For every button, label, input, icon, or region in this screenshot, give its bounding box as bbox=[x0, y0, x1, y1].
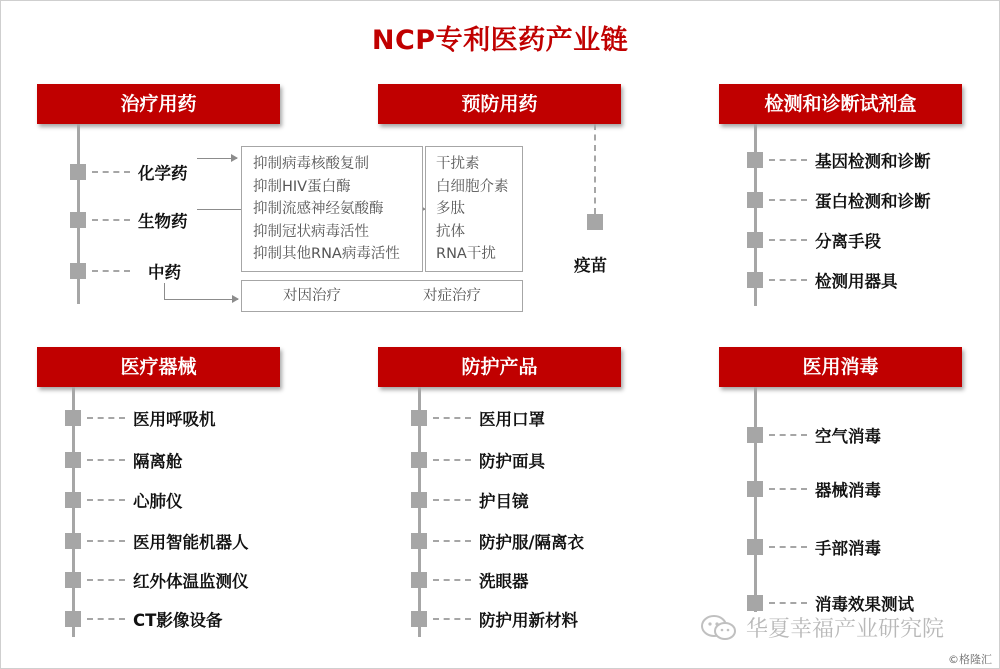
biologic-text: 多肽 bbox=[436, 201, 465, 217]
tcm-approach-box bbox=[241, 280, 523, 312]
item-label: 防护服/隔离衣 bbox=[479, 533, 585, 552]
item-label: 消毒效果测试 bbox=[815, 595, 914, 614]
disinfection-item-air bbox=[747, 423, 881, 447]
connector-node bbox=[411, 492, 427, 508]
biologic-text: 干扰素 bbox=[436, 156, 480, 172]
item-label: 医用口罩 bbox=[479, 410, 545, 429]
header-prevention: 预防用药 bbox=[378, 84, 621, 124]
connector-dash bbox=[769, 279, 807, 281]
treatment-item-biologic bbox=[70, 208, 188, 232]
item-label: 红外体温监测仪 bbox=[133, 572, 249, 591]
item-label: 空气消毒 bbox=[815, 427, 881, 446]
connector-node bbox=[65, 492, 81, 508]
connector-node bbox=[70, 212, 86, 228]
connector-dash bbox=[433, 579, 471, 581]
connector-dash bbox=[769, 199, 807, 201]
protection-item-gown bbox=[411, 529, 584, 553]
disinfection-item-hands bbox=[747, 535, 881, 559]
header-treatment: 治疗用药 bbox=[37, 84, 280, 124]
biologic-text: 白细胞介素 bbox=[436, 178, 509, 195]
connector-dash bbox=[769, 602, 807, 604]
mechanism-text: 抑制冠状病毒活性 bbox=[253, 223, 369, 240]
devices-item-ct bbox=[65, 607, 222, 631]
diagnostics-item-protein bbox=[747, 188, 931, 212]
item-label: 器械消毒 bbox=[815, 481, 881, 500]
connector-dash bbox=[92, 270, 130, 272]
mechanism-box bbox=[241, 146, 423, 272]
item-label: 检测用器具 bbox=[815, 272, 898, 291]
item-label: 防护面具 bbox=[479, 452, 545, 471]
header-devices: 医疗器械 bbox=[37, 347, 280, 387]
arrow-tcm-stem bbox=[164, 283, 165, 299]
item-label: 护目镜 bbox=[479, 492, 529, 511]
connector-node bbox=[65, 572, 81, 588]
connector-dash bbox=[433, 417, 471, 419]
item-label: 心肺仪 bbox=[133, 492, 183, 511]
connector-node bbox=[65, 611, 81, 627]
connector-node bbox=[747, 481, 763, 497]
tcm-approach-text: 对症治疗 bbox=[423, 287, 481, 304]
protection-item-face-shield bbox=[411, 448, 545, 472]
protection-item-goggles bbox=[411, 488, 529, 512]
connector-node bbox=[747, 232, 763, 248]
tcm-approach-text: 对因治疗 bbox=[283, 287, 341, 304]
connector-dash bbox=[87, 499, 125, 501]
watermark-text: 华夏幸福产业研究院 bbox=[746, 617, 945, 642]
connector-node bbox=[747, 595, 763, 611]
connector-node bbox=[411, 452, 427, 468]
arrow-tcm-to-approaches bbox=[164, 299, 238, 300]
item-label: 手部消毒 bbox=[815, 539, 881, 558]
connector-dash bbox=[769, 159, 807, 161]
connector-dash bbox=[87, 417, 125, 419]
mechanism-text: 抑制HIV蛋白酶 bbox=[253, 178, 351, 195]
mechanism-text: 抑制病毒核酸复制 bbox=[253, 156, 369, 172]
arrow-chemical-to-mechanisms bbox=[197, 158, 237, 159]
disinfection-item-instruments bbox=[747, 477, 881, 501]
item-label: 蛋白检测和诊断 bbox=[815, 192, 931, 211]
prevention-spine bbox=[594, 124, 596, 214]
item-label: 医用呼吸机 bbox=[133, 410, 216, 429]
connector-node bbox=[411, 533, 427, 549]
item-label: 基因检测和诊断 bbox=[815, 152, 931, 171]
item-label: CT影像设备 bbox=[133, 611, 223, 630]
connector-node bbox=[747, 152, 763, 168]
diagnostics-item-instruments bbox=[747, 268, 898, 292]
connector-dash bbox=[433, 459, 471, 461]
connector-dash bbox=[87, 540, 125, 542]
prevention-item-vaccine: 疫苗 bbox=[574, 256, 607, 275]
connector-dash bbox=[433, 540, 471, 542]
credit-text: ©格隆汇 bbox=[948, 653, 992, 666]
connector-dash bbox=[433, 499, 471, 501]
connector-node bbox=[411, 410, 427, 426]
connector-node bbox=[411, 572, 427, 588]
connector-node bbox=[65, 452, 81, 468]
connector-node bbox=[747, 427, 763, 443]
connector-dash bbox=[87, 459, 125, 461]
devices-item-isolation-cabin bbox=[65, 448, 183, 472]
item-label: 分离手段 bbox=[815, 232, 881, 251]
biologic-box bbox=[425, 146, 523, 272]
mechanism-text: 抑制流感神经氨酸酶 bbox=[253, 201, 384, 217]
header-disinfection: 医用消毒 bbox=[719, 347, 962, 387]
connector-dash bbox=[769, 546, 807, 548]
connector-dash bbox=[769, 434, 807, 436]
item-label: 医用智能机器人 bbox=[133, 533, 249, 552]
connector-dash bbox=[769, 488, 807, 490]
treatment-item-chemical bbox=[70, 160, 188, 184]
protection-item-mask bbox=[411, 406, 545, 430]
devices-item-robot bbox=[65, 529, 249, 553]
item-label: 化学药 bbox=[138, 164, 188, 183]
mechanism-text: 抑制其他RNA病毒活性 bbox=[253, 246, 400, 262]
connector-dash bbox=[87, 618, 125, 620]
connector-node bbox=[70, 263, 86, 279]
devices-item-heart-lung bbox=[65, 488, 183, 512]
connector-node bbox=[411, 611, 427, 627]
connector-node bbox=[70, 164, 86, 180]
item-label: 防护用新材料 bbox=[479, 611, 578, 630]
connector-dash bbox=[92, 171, 130, 173]
devices-item-ventilator bbox=[65, 406, 216, 430]
item-label: 生物药 bbox=[138, 212, 188, 231]
connector-node bbox=[747, 192, 763, 208]
diagram-title: NCP专利医药产业链 bbox=[371, 25, 629, 56]
connector-node bbox=[587, 214, 603, 230]
connector-node bbox=[65, 533, 81, 549]
header-protection: 防护产品 bbox=[378, 347, 621, 387]
protection-item-materials bbox=[411, 607, 578, 631]
item-label: 洗眼器 bbox=[479, 572, 529, 591]
connector-dash bbox=[433, 618, 471, 620]
diagnostics-item-gene bbox=[747, 148, 931, 172]
protection-item-eyewash bbox=[411, 568, 529, 592]
connector-dash bbox=[92, 219, 130, 221]
connector-dash bbox=[87, 579, 125, 581]
treatment-item-tcm bbox=[70, 259, 181, 283]
header-diagnostics: 检测和诊断试剂盒 bbox=[719, 84, 962, 124]
connector-node bbox=[65, 410, 81, 426]
biologic-text: 抗体 bbox=[436, 223, 465, 240]
diagnostics-item-separation bbox=[747, 228, 881, 252]
connector-node bbox=[747, 539, 763, 555]
wechat-icon bbox=[700, 614, 738, 642]
item-label: 隔离舱 bbox=[133, 452, 183, 471]
biologic-text: RNA干扰 bbox=[436, 246, 496, 262]
item-label: 中药 bbox=[148, 263, 181, 282]
connector-node bbox=[747, 272, 763, 288]
watermark bbox=[700, 612, 944, 643]
connector-dash bbox=[769, 239, 807, 241]
devices-item-thermometer bbox=[65, 568, 249, 592]
